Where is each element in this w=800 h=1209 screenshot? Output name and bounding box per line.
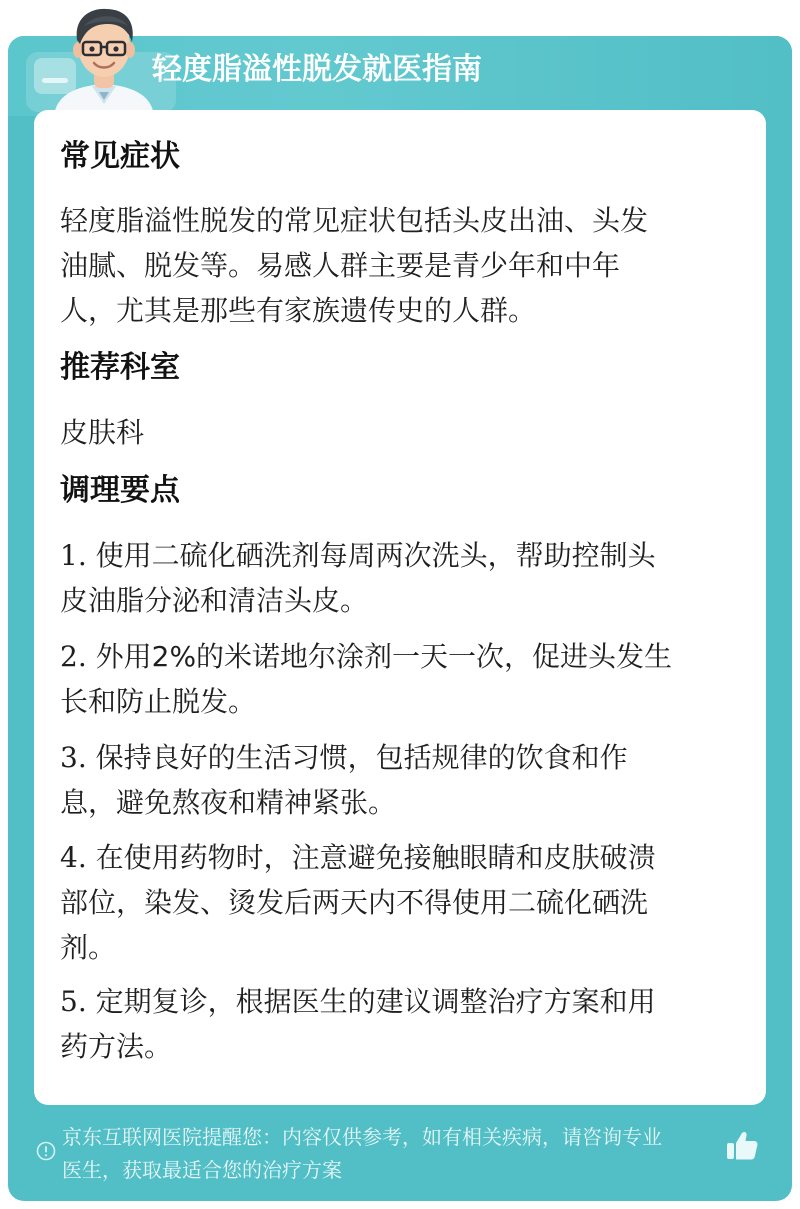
item-text: 药方法。	[60, 1030, 173, 1063]
item-text: 皮油脂分泌和清洁头皮。	[60, 584, 369, 617]
paragraph-line: 轻度脂溢性脱发的常见症状包括头皮出油、头发	[60, 204, 649, 237]
item-number: 4.	[60, 841, 87, 874]
item-text: 部位，染发、烫发后两天内不得使用二硫化硒洗	[60, 886, 649, 919]
section-heading-care: 调理要点	[60, 473, 180, 508]
thumbs-up-icon[interactable]	[724, 1128, 760, 1164]
item-text: 定期复诊，根据医生的建议调整治疗方案和用	[95, 985, 656, 1018]
symptoms-paragraph	[60, 198, 740, 333]
item-text: 使用二硫化硒洗剂每周两次洗头，帮助控制头	[95, 539, 656, 572]
care-item-2	[60, 634, 740, 724]
department-value	[60, 410, 740, 455]
disclaimer-text	[62, 1121, 732, 1187]
disclaimer-line: 京东互联网医院提醒您：内容仅供参考，如有相关疾病，请咨询专业	[62, 1125, 662, 1149]
item-number: 5.	[60, 985, 87, 1018]
info-icon	[36, 1141, 56, 1161]
care-item-1	[60, 533, 740, 623]
doctor-avatar-icon	[44, 0, 164, 116]
paragraph-line: 油腻、脱发等。易感人群主要是青少年和中年	[60, 249, 621, 282]
department-name: 皮肤科	[60, 416, 145, 449]
section-heading-department: 推荐科室	[60, 350, 180, 385]
paragraph-line: 人，尤其是那些有家族遗传史的人群。	[60, 294, 537, 327]
section-heading-symptoms: 常见症状	[60, 139, 180, 174]
item-text: 长和防止脱发。	[60, 685, 257, 718]
page-title: 轻度脂溢性脱发就医指南	[152, 52, 482, 87]
item-text: 保持良好的生活习惯，包括规律的饮食和作	[95, 741, 628, 774]
item-text: 外用2%的米诺地尔涂剂一天一次，促进头发生	[95, 640, 673, 673]
item-text: 息，避免熬夜和精神紧张。	[60, 786, 397, 819]
item-text: 在使用药物时，注意避免接触眼睛和皮肤破溃	[95, 841, 656, 874]
item-number: 1.	[60, 539, 87, 572]
care-item-3	[60, 735, 740, 825]
item-number: 2.	[60, 640, 87, 673]
item-text: 剂。	[60, 931, 117, 964]
disclaimer-line: 医生，获取最适合您的治疗方案	[62, 1158, 342, 1182]
item-number: 3.	[60, 741, 87, 774]
care-item-5	[60, 979, 740, 1069]
care-item-4	[60, 835, 740, 970]
